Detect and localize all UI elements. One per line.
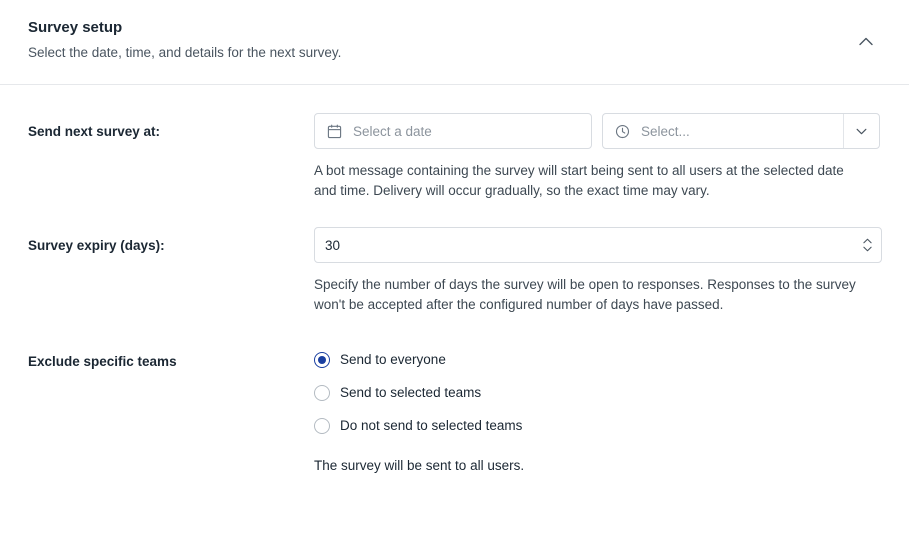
survey-expiry-label: Survey expiry (days): bbox=[28, 238, 165, 253]
survey-expiry-row bbox=[28, 227, 881, 315]
send-next-survey-label: Send next survey at: bbox=[28, 124, 161, 139]
exclude-teams-row bbox=[28, 343, 881, 473]
panel-header-text bbox=[28, 16, 341, 62]
calendar-icon bbox=[325, 122, 343, 140]
survey-expiry-field bbox=[314, 227, 882, 315]
radio-label: Send to selected teams bbox=[340, 385, 482, 400]
radio-dot bbox=[318, 356, 326, 364]
chevron-down-icon[interactable] bbox=[843, 114, 879, 148]
exclude-teams-field bbox=[314, 343, 881, 473]
radio-do-not-send-to-selected-teams[interactable] bbox=[314, 409, 881, 442]
radio-send-to-selected-teams[interactable] bbox=[314, 376, 881, 409]
survey-expiry-input[interactable] bbox=[314, 227, 882, 263]
clock-icon bbox=[613, 122, 631, 140]
radio-label: Send to everyone bbox=[340, 352, 446, 367]
exclude-teams-note: The survey will be sent to all users. bbox=[314, 458, 525, 473]
datetime-inputs bbox=[314, 113, 881, 149]
survey-time-select[interactable] bbox=[602, 113, 880, 149]
radio-label: Do not send to selected teams bbox=[340, 418, 523, 433]
radio-indicator[interactable] bbox=[314, 385, 330, 401]
radio-indicator[interactable] bbox=[314, 418, 330, 434]
stepper-updown-icon[interactable] bbox=[859, 238, 875, 252]
exclude-teams-radio-group bbox=[314, 343, 881, 442]
exclude-teams-label: Exclude specific teams bbox=[28, 354, 177, 369]
survey-time-placeholder: Select... bbox=[641, 123, 690, 139]
survey-expiry-help: Specify the number of days the survey will be open to responses. Responses to the survey won't be accepted after the configured number of days have passed. bbox=[314, 277, 856, 312]
radio-indicator[interactable] bbox=[314, 352, 330, 368]
survey-date-placeholder: Select a date bbox=[353, 123, 432, 139]
panel-header bbox=[0, 0, 909, 85]
send-next-survey-field bbox=[314, 113, 881, 201]
radio-send-to-everyone[interactable] bbox=[314, 343, 881, 376]
send-next-survey-row bbox=[28, 113, 881, 201]
send-next-survey-help: A bot message containing the survey will start being sent to all users at the selected date and time. Delivery will occur gradually, so the exact time may vary. bbox=[314, 163, 844, 198]
panel-subtitle: Select the date, time, and details for the next survey. bbox=[28, 45, 342, 60]
chevron-up-icon[interactable] bbox=[853, 28, 879, 54]
survey-date-input[interactable] bbox=[314, 113, 592, 149]
survey-expiry-value: 30 bbox=[325, 237, 341, 253]
page-title: Survey setup bbox=[28, 19, 123, 36]
panel-body bbox=[0, 85, 909, 473]
